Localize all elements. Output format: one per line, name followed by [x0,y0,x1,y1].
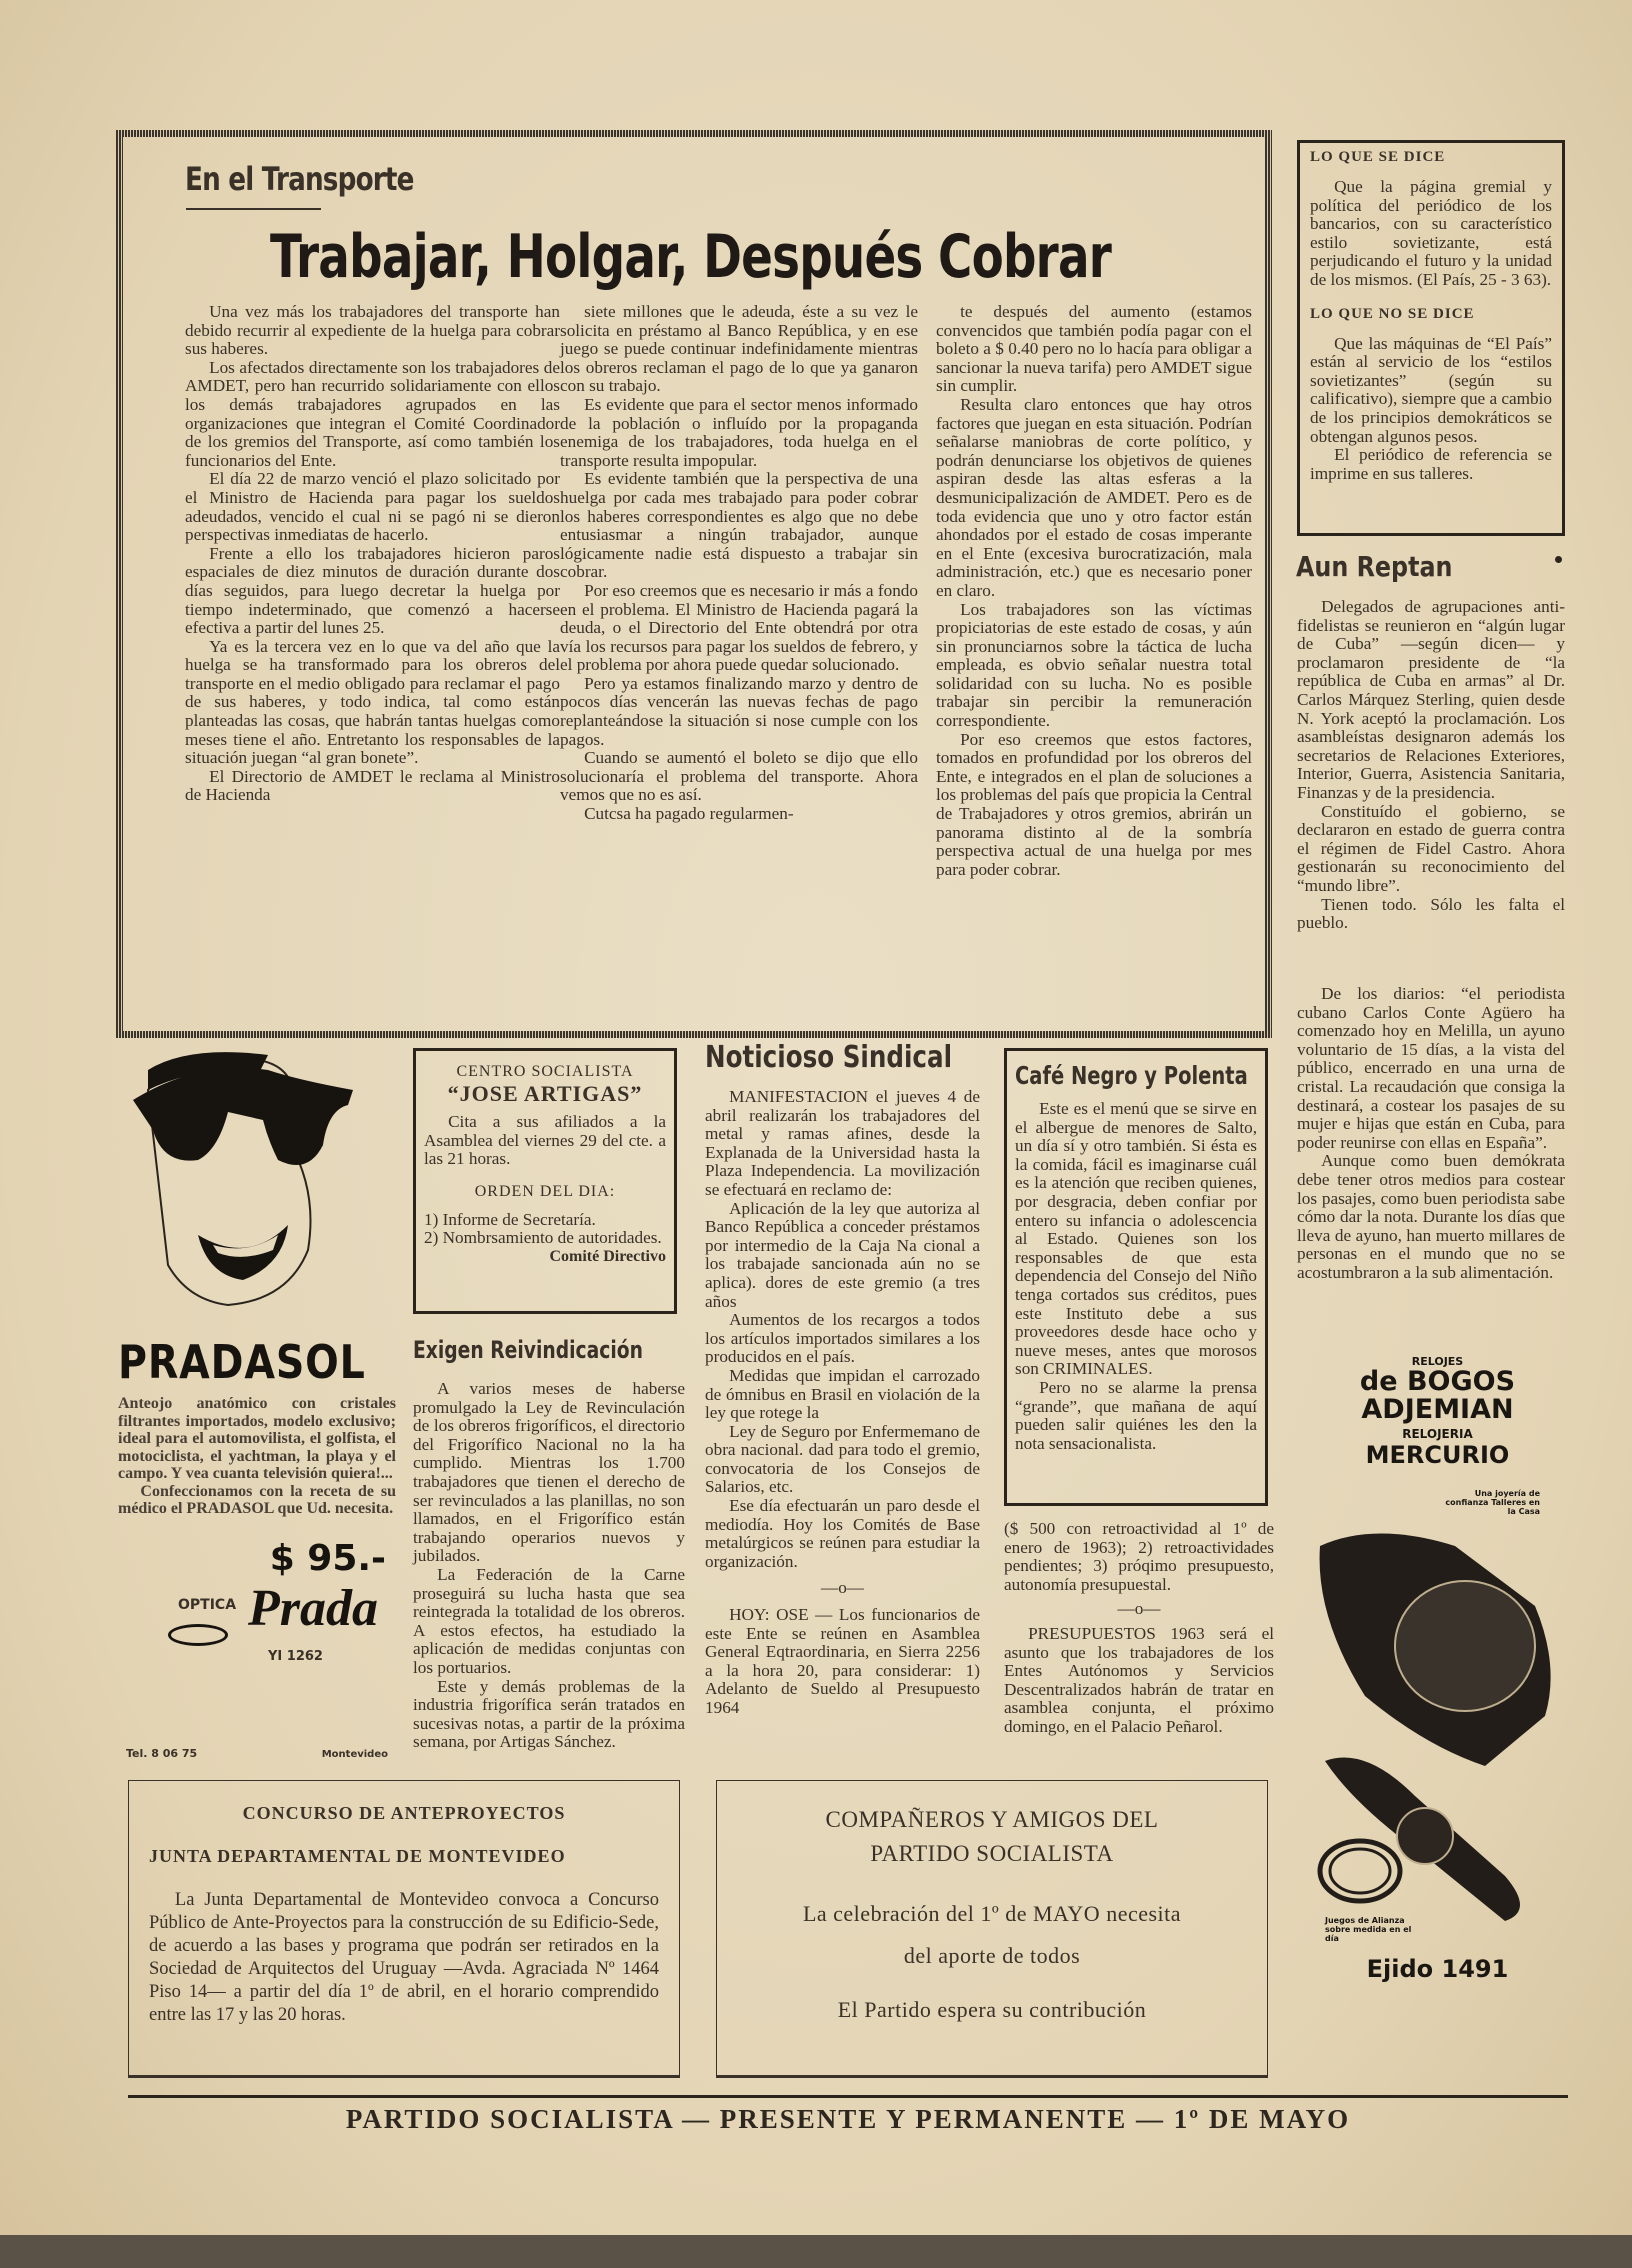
eye-icon [168,1624,228,1646]
paragraph: Este es el menú que se sirve en el albergue de menores de Salto, un día sí y otro también. Si ésta es la comida, fácil es imaginarse cuál es la atención que reciben quienes, por desgracia, deben confiar por entero su infancia o adolescencia al Estado. Quienes son los responsables de que esta dependencia del Consejo del Niño tenga cortados sus créditos, pues este Instituto debe a sus proveedores desde hace ocho y nueve meses, antes que morosos son CRIMINALES. [1015,1099,1257,1379]
centro-socialista-title: CENTRO SOCIALISTA [456,1063,634,1080]
relojes-address: Ejido 1491 [1366,1955,1509,1983]
bullet-dot [1555,556,1562,563]
agenda-item: 2) Nombrsamiento de autoridades. [424,1228,662,1248]
presupuestos-text: PRESUPUESTOS 1963 será el asunto que los trabajadores de los Entes Autónomos y Servicios Descentralizados habrán de tratar en asamblea conjunta, el próximo domingo, en el Palacio Peñarol. [1004,1623,1274,1736]
optica-label: OPTICA [178,1596,237,1613]
paragraph: La Federación de la Carne proseguirá su lucha hasta que sea reintegrada la totalidad de los obreros. A estos efectos, ha estudiado la aplicación de medidas conjuntas con los portuarios. [413,1564,685,1677]
paragraph: Por eso creemos que estos factores, tomados en profundidad por los obreros del Ente, e integrados en el plan de soluciones a los problemas del país que propicia la Central de Trabajadores y otros gremios, abrirán un panorama distinto al de la sombría perspectiva actual de una huelga por mes para poder cobrar. [936,729,1252,879]
pradasol-prescription: Confeccionamos con la receta de su médico el PRADASOL que Ud. necesita. [118,1482,396,1517]
pradasol-ad [118,1050,396,1760]
ose-continuation: ($ 500 con retroactividad al 1º de enero de 1963); 2) retroactividades pendientes; 3) próqimo presupuesto, autonomía presupuestal. [1004,1519,1274,1594]
celebration-line: La celebración del 1º de MAYO necesita [802,1901,1182,1926]
lo-que-no-se-dice-text: El periódico de referencia se imprime en sus talleres. [1310,445,1552,483]
paragraph: Es evidente también que la perspectiva de una huelga por cada mes trabajado para poder cobrar los haberes correspondientes es algo que no debe entusiasmar a ningún trabajador, aunque lógicamente nadie está dispuesto a trabajar sin cobrar. [560,469,918,582]
relojes-brand-1: de BOGOS [1359,1366,1516,1397]
exigen-title: Exigen Reivindicación [413,1336,643,1364]
footer-slogan: PARTIDO SOCIALISTA — PRESENTE Y PERMANENTE — 1º DE MAYO [345,2104,1351,2134]
paragraph: Constituído el gobierno, se declararon en estado de guerra contra el régimen de Fidel Castro. Ahora gestionarán su reconocimiento del “mundo libre”. [1297,801,1565,895]
relojes-label: RELOJES [1411,1355,1464,1368]
paragraph: Aumentos de los recargos a todos los artículos importados similares a los producidos en el país. [705,1310,980,1367]
article-column-3 [936,303,1252,879]
paragraph: El Directorio de AMDET le reclama al Ministro de Hacienda [185,766,560,805]
prada-address: YI 1262 [268,1648,323,1664]
paragraph: Resulta claro entonces que hay otros factores que juegan en esta situación. Podrían señalarse maniobras de corte político, y podrán denunciarse los objetivos de quienes aspiran desde las altas esferas a la desmunicipalización de AMDET. Pero es de toda evidencia que uno y otro factor están ahondados por el estado de cosas imperante en el Ente (excesiva burocratización, mala administración, etc.) que es necesario poner en claro. [936,394,1252,600]
paragraph: Una vez más los trabajadores del transporte han debido recurrir al expediente de la huelga para cobrar sus haberes. [185,302,560,359]
partido-socialista-title: PARTIDO SOCIALISTA [870,1841,1114,1866]
relojeria-label: RELOJERIA [1402,1427,1473,1441]
aporte-line: del aporte de todos [903,1943,1081,1968]
wristwatch-illustration [1305,1516,1570,1946]
sunglasses-face-illustration [118,1050,396,1320]
paragraph: De los diarios: “el periodista cubano Carlos Conte Agüero ha comenzado hoy en Melilla, un ayuno voluntario de 15 días, a la vista del público, encerrado en una urna de cristal. La recaudación que consiga la destinará, a costear los pasajes de su mujer e hijas que están en Cuba, para poder reunirse con ellas en España”. [1297,984,1565,1152]
contribution-line: El Partido espera su contribución [837,1997,1147,2022]
noticioso-column [705,1088,980,1718]
lo-que-se-dice-text: Que la página gremial y política del periódico de los bancarios, con su característico estilo sovietizante, está perjudicando el futuro y la unidad de los mismos. (El País, 25 - 3 63). [1310,177,1552,289]
paragraph: Es evidente que para el sector menos informado de la población o influído por la propaganda enemiga de los trabajadores, toda huelga en el transporte resulta impopular. [560,394,918,470]
agenda-item: 1) Informe de Secretaría. [424,1209,596,1229]
concurso-box [128,1780,680,2078]
paragraph: Ley de Seguro por Enfermemano de obra nacional. dad para todo el gremio, convocatoria de los Consejos de Salarios, etc. [705,1421,980,1497]
paragraph: Aplicación de la ley que autoriza al Banco República a conceder préstamos por intermedio de la Caja Na cional a los trabajade sancionada aún no se aplica). dores de este gremio (a tres años [705,1198,980,1311]
article-headline: Trabajar, Holgar, Después Cobrar [270,222,1112,292]
aun-reptan-text [1297,598,1565,933]
lo-que-no-se-dice-text: Que las máquinas de “El País” están al servicio de los “estilos sovietizantes” (según su calificativo), siempre que a cambio de los principios demokráticos se obtengan algunos pesos. [1310,333,1552,446]
concurso-text: La Junta Departamental de Montevideo convoca a Concurso Público de Ante-Proyectos para la construcción de su Edificio-Sede, de acuerdo a las bases y programa que podrán ser retirados en la Sociedad de Arquitectos del Uruguay —Avda. Agraciada Nº 1464 Piso 14— a partir del día 1º de abril, en el horario comprendido entre las 17 y las 20 horas. [149,1890,659,2025]
comite-directivo-signature: Comité Directivo [549,1247,666,1265]
lo-que-no-se-dice-title: LO QUE NO SE DICE [1310,305,1475,322]
paragraph: Aunque como buen demókrata debe tener otros medios para costear los pasajes, como buen periodista sabe cómo dar la nota. Durante los días que lleva de ayuno, han muerto millares de personas en el mundo que no se acostumbraron a la sub alimentación. [1297,1151,1565,1282]
relojes-brand-2: ADJEMIAN [1361,1394,1514,1425]
jose-artigas-title: “JOSE ARTIGAS” [447,1081,643,1106]
paragraph: Los afectados directamente son los trabajadores de AMDET, pero han recurrido solidariamente con ellos los demás trabajadores agrupados en las organizaciones que integran el Comité Coordinador de los gremios del Transporte, así como también los funcionarios del Ente. [185,357,560,470]
article-column-1 [185,303,560,805]
convocation-text: Cita a sus afiliados a la Asamblea del viernes 29 del cte. a las 21 horas. [424,1112,666,1169]
optica-prada-logo [118,1579,396,1689]
exigen-text [413,1380,685,1752]
paragraph: Pero no se alarme la prensa “grande”, que mañana de aquí pueden salir quiénes les den la nota sensacionalista. [1015,1377,1257,1453]
companeros-box [716,1780,1268,2078]
paragraph: Ese día efectuarán un paro desde el mediodía. Hoy los Comités de Base metalúrgicos se reúnen para estudiar la organización. [705,1496,980,1571]
kicker-underline [186,208,321,210]
cafe-negro-box [1004,1048,1268,1506]
relojes-bottom-note: Juegos de Alianza sobre medida en el día [1325,1916,1412,1943]
paragraph: Por eso creemos que es necesario ir más a fondo en el problema. El Ministro de Hacienda pagará la deuda, o el Directorio del Ente obtendrá por otra vía los recursos para pagar los sueldos de febrero, y el problema por ahora puede quedar solucionado. [560,580,918,675]
pradasol-price: $ 95.- [269,1537,386,1579]
lo-que-se-dice-box [1297,140,1565,536]
paragraph: Ya es la tercera vez en lo que va del año que la huelga se ha transformado para los obreros del transporte en el medio obligado para reclamar el pago de sus haberes, y todo indica, tal como están planteadas las cosas, que habrán tantas huelgas como meses tiene el año. Entretanto los responsables de la situación juegan “al gran bonete”. [185,636,560,768]
noticioso-hoy-ose: HOY: OSE — Los funcionarios de este Ente se reúnen en Asamblea General Eqtraordinaria, en Sierra 2256 a la hora 20, para considerar: 1) Adelanto de Sueldo al Presupuesto 1964 [705,1605,980,1717]
paragraph: Los trabajadores son las víctimas propiciatorias de este estado de cosas, y aún sin pronunciarnos sobre la táctica de lucha empleada, es obvio señalar nuestra total solidaridad con su lucha. No es posible trabajar sin percibir la remuneración correspondiente. [936,599,1252,731]
cafe-negro-title: Café Negro y Polenta [1015,1061,1248,1090]
scan-edge [0,2235,1632,2268]
companeros-title: COMPAÑEROS Y AMIGOS DEL [825,1807,1159,1832]
paragraph: Tienen todo. Sólo les falta el pueblo. [1297,894,1565,933]
orden-del-dia: ORDEN DEL DIA: [474,1182,616,1200]
noticioso-title: Noticioso Sindical [705,1040,953,1075]
noticioso-continuation [1004,1520,1274,1737]
paragraph: Pero ya estamos finalizando marzo y dentro de pocos días vencerán las nuevas fechas de pago replanteándose la situación si nose cumple con los pagos. [560,673,918,749]
paragraph: El día 22 de marzo venció el plazo solicitado por el Ministro de Hacienda para pagar los sueldos adeudados, vencido el cual ni se pagó ni se dieron perspectivas inmediatas de hacerlo. [185,469,560,545]
separator: —o— [1117,1599,1161,1619]
relojes-ad [1305,1345,1570,2075]
paragraph: Frente a ello los trabajadores hicieron paros espaciales de diez minutos de duración durante dos días seguidos, para luego decretar la huelga por tiempo indeterminado, que comenzó a hacerse efectiva a partir del lunes 25. [185,543,560,638]
pradasol-description: Anteojo anatómico con cristales filtrantes importados, modelo exclusivo; ideal para el automovilista, el golfista, el motociclista, el yachtman, la playa y el campo. Y vea cuanta televisión quiera!... [118,1395,396,1482]
concurso-title: CONCURSO DE ANTEPROYECTOS [242,1803,566,1823]
pradasol-brand: PRADASOL [118,1335,366,1389]
paragraph: Este y demás problemas de la industria frigorífica serán tratados en sucesivas notas, a partir de la próxima semana, por Artigas Sánchez. [413,1676,685,1752]
paragraph: Delegados de agrupaciones anti-fidelistas se reunieron en “algún lugar de Cuba” —según dicen— y proclamaron presidente de “la república de Cuba en armas” al Dr. Carlos Márquez Sterling, quien desde N. York aceptó la proclamación. Los asambleístas designaron además los secretarios de Relaciones Exteriores, Interior, Guerra, Asistencia Sanitaria, Finanzas y de la presidencia. [1297,597,1565,802]
separator: —o— [821,1578,864,1598]
prada-telephone: Tel. 8 06 75 [126,1747,198,1760]
de-los-diarios-text [1297,985,1565,1283]
concurso-subtitle: JUNTA DEPARTAMENTAL DE MONTEVIDEO [149,1846,566,1866]
centro-socialista-text [424,1113,666,1169]
relojes-side-note: Una joyería de confianza Talleres en la Casa [1445,1489,1540,1516]
paragraph: te después del aumento (estamos convencidos que también podía pagar con el boleto a $ 0.40 pero no lo hacía para obligar a sancionar la nueva tarifa) pero AMDET sigue sin cumplir. [936,302,1252,396]
paragraph: Cutcsa ha pagado regularmen- [584,804,794,824]
prada-logo-script: Prada [248,1579,378,1637]
centro-socialista-box [413,1048,677,1314]
paragraph: A varios meses de haberse promulgado la Ley de Revinculación de los obreros frigoríficos, el directorio del Frigorífico Nacional no la ha cumplido. Mientras los 1.700 trabajadores que tienen el derecho de ser revinculados a las planillas, no son llamados, en el Frigorífico están trabajando operarios nuevos y jubilados. [413,1379,685,1566]
article-kicker: En el Transporte [185,160,414,198]
paragraph: Cuando se aumentó el boleto se dijo que ello solucionaría el problema del transporte. Ahora vemos que no es así. [560,748,918,805]
footer-rule [128,2095,1568,2098]
paragraph: Medidas que impidan el carrozado de ómnibus en Brasil en violación de la ley que rotege la [705,1365,980,1423]
lo-que-se-dice-title: LO QUE SE DICE [1310,149,1446,165]
paragraph: MANIFESTACION el jueves 4 de abril realizarán los trabajadores del metal y ramas afines, desde la Explanada de la Universidad hasta la Plaza Independencia. La movilización se efectuará en reclamo de: [705,1087,980,1199]
aun-reptan-title: Aun Reptan [1296,550,1453,583]
paragraph: siete millones que le adeuda, éste a su vez le solicita en préstamo al Banco República, y en ese juego se puede continuar indefinidamente mientras los obreros reclaman el pago de lo que ya ganaron con su trabajo. [560,302,918,396]
prada-city: Montevideo [321,1749,388,1760]
mercurio-brand: MERCURIO [1365,1441,1510,1469]
article-column-2 [560,303,918,824]
